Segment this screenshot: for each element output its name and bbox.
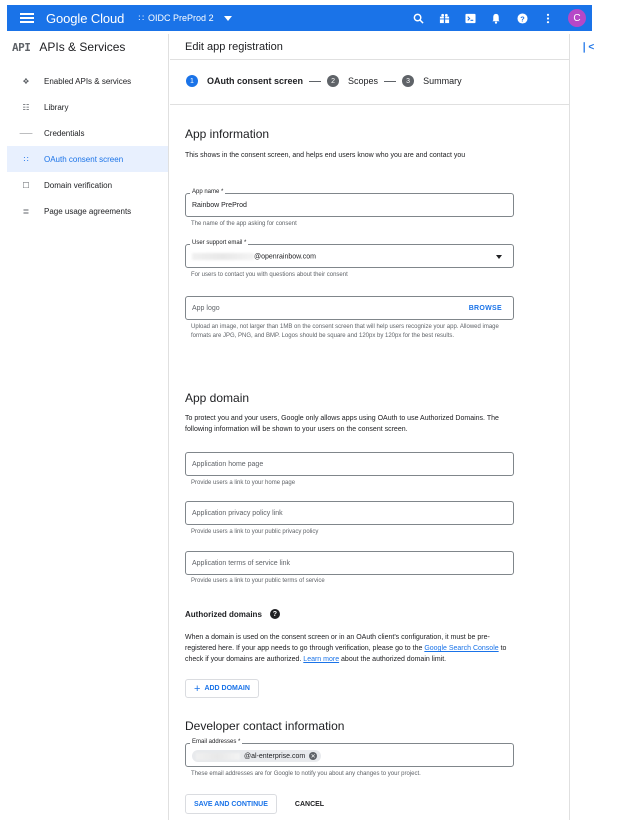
desc-text: about the authorized domain limit. — [339, 656, 447, 663]
step-divider — [384, 81, 396, 82]
sidebar-item-credentials[interactable] — [7, 120, 168, 146]
email-addresses-label: Email addresses * — [192, 739, 241, 745]
top-app-bar — [7, 5, 592, 31]
email-chip[interactable] — [192, 750, 321, 762]
sidebar-title: APIs & Services — [39, 40, 126, 54]
sidebar-item-enabled-apis[interactable] — [7, 68, 168, 94]
bell-icon[interactable] — [490, 12, 502, 24]
app-domain-description: To protect you and your users, Google only allows apps using OAuth to use Authorized Domains. The following information will be shown to your users on the consent screen. — [185, 415, 499, 433]
redacted-text — [192, 253, 254, 260]
sidebar-item-label: Enabled APIs & services — [44, 76, 132, 86]
remove-chip-icon[interactable]: ✕ — [310, 753, 316, 760]
sidebar-item-label: Credentials — [44, 128, 85, 138]
stepper — [186, 75, 462, 87]
app-information-heading: App information — [185, 127, 270, 141]
developer-contact-heading: Developer contact information — [185, 719, 345, 733]
terms-hint: Provide users a link to your public terms of service — [191, 578, 325, 584]
cancel-button[interactable]: CANCEL — [294, 800, 325, 808]
project-name: OIDC PreProd 2 — [148, 13, 214, 23]
redacted-text — [196, 753, 240, 760]
privacy-policy-placeholder: Application privacy policy link — [192, 510, 283, 517]
sidebar-nav — [7, 68, 168, 224]
topbar-actions — [412, 5, 586, 31]
app-name-value: Rainbow PreProd — [192, 202, 247, 209]
desc-text: to check if your domains are authorized. — [185, 645, 507, 663]
gift-icon[interactable] — [438, 12, 450, 24]
app-domain-heading: App domain — [185, 391, 250, 405]
email-hint: These email addresses are for Google to notify you about any changes to your project. — [191, 771, 421, 777]
main-content — [170, 34, 569, 820]
app-name-label: App name * — [192, 189, 224, 195]
sidebar-item-oauth-consent[interactable] — [7, 146, 168, 172]
terms-of-service-input[interactable] — [185, 551, 514, 575]
project-icon: ∷ — [138, 12, 145, 23]
help-icon[interactable]: ? — [270, 609, 280, 619]
collapse-panel-icon[interactable]: ❘< — [580, 42, 595, 53]
app-name-field[interactable] — [185, 189, 514, 217]
terminal-icon[interactable] — [464, 12, 476, 24]
search-icon[interactable] — [412, 12, 424, 24]
oauth-icon: ∷ — [23, 154, 29, 164]
email-chip-text: @al-enterprise.com — [244, 752, 306, 760]
step-summary[interactable]: Summary — [423, 76, 462, 86]
support-email-value: @openrainbow.com — [254, 253, 316, 261]
authorized-domains-description — [185, 632, 517, 665]
privacy-policy-input[interactable] — [185, 501, 514, 525]
more-vert-icon[interactable] — [542, 12, 554, 24]
divider — [170, 104, 569, 105]
support-email-value-wrap — [192, 253, 316, 260]
sidebar-item-domain-verification[interactable] — [7, 172, 168, 198]
domain-icon: ☐ — [22, 180, 30, 190]
enabled-apis-icon: ❖ — [22, 76, 30, 86]
sidebar-item-label: Domain verification — [44, 180, 113, 190]
sidebar-item-label: OAuth consent screen — [44, 154, 124, 164]
step-number: 2 — [327, 75, 339, 87]
authorized-domains-title: Authorized domains — [185, 609, 262, 619]
step-number: 3 — [402, 75, 414, 87]
desc-text: When a domain is used on the consent screen or in an OAuth client's configuration, it must be pre-registered here. If your app needs to go through verification, please go to the — [185, 634, 490, 652]
app-logo-hint: Upload an image, not larger than 1MB on the consent screen that will help users recognize your app. Allowed image formats are JPG, PNG, and BMP. Logos should be square and 120px by 120px for the best results. — [191, 324, 499, 339]
google-cloud-logo[interactable]: Google Cloud — [46, 10, 125, 26]
search-console-link[interactable]: Google Search Console — [424, 645, 499, 652]
chevron-down-icon — [224, 16, 232, 21]
page-title: Edit app registration — [170, 34, 569, 60]
sidebar-item-label: Page usage agreements — [44, 206, 132, 216]
sidebar-header — [7, 34, 168, 60]
developer-email-field[interactable] — [185, 739, 514, 767]
account-avatar[interactable]: C — [568, 9, 586, 27]
step-scopes[interactable]: Scopes — [348, 76, 379, 86]
user-support-email-select[interactable] — [185, 240, 514, 268]
app-information-description: This shows in the consent screen, and helps end users know who you are and contact you — [185, 152, 466, 159]
sidebar — [7, 34, 169, 820]
learn-more-link[interactable]: Learn more — [303, 656, 340, 663]
help-icon[interactable] — [516, 12, 528, 24]
plus-icon: + — [194, 682, 201, 695]
browse-button[interactable]: BROWSE — [468, 305, 502, 312]
app-logo-placeholder: App logo — [192, 305, 220, 312]
form-actions — [185, 794, 332, 814]
project-selector[interactable] — [138, 13, 231, 24]
svg-text:?: ? — [519, 13, 525, 23]
home-page-hint: Provide users a link to your home page — [191, 480, 296, 486]
home-page-placeholder: Application home page — [192, 461, 264, 468]
support-email-label: User support email * — [192, 240, 247, 246]
save-and-continue-button[interactable]: SAVE AND CONTINUE — [185, 794, 277, 814]
sidebar-item-label: Library — [44, 102, 69, 112]
right-rail — [569, 34, 619, 820]
home-page-input[interactable] — [185, 452, 514, 476]
agreements-icon: ≣ — [22, 206, 30, 216]
dropdown-arrow-icon[interactable] — [496, 255, 502, 259]
key-icon: ⸺ — [19, 128, 33, 138]
terms-placeholder: Application terms of service link — [192, 560, 291, 567]
add-domain-label: ADD DOMAIN — [204, 685, 250, 692]
step-number: 1 — [186, 75, 198, 87]
library-icon: ☷ — [22, 102, 30, 112]
privacy-policy-hint: Provide users a link to your public privacy policy — [191, 529, 319, 535]
step-divider — [309, 81, 321, 82]
support-email-hint: For users to contact you with questions about their consent — [191, 272, 348, 278]
api-logo-icon: API — [12, 40, 31, 54]
sidebar-item-library[interactable] — [7, 94, 168, 120]
add-domain-button[interactable] — [185, 679, 259, 698]
app-logo-field[interactable] — [185, 296, 514, 320]
app-name-hint: The name of the app asking for consent — [191, 221, 297, 227]
authorized-domains-heading — [185, 609, 280, 619]
sidebar-item-page-usage[interactable] — [7, 198, 168, 224]
hamburger-menu-icon[interactable] — [20, 13, 34, 23]
step-oauth-consent[interactable]: OAuth consent screen — [207, 76, 304, 86]
